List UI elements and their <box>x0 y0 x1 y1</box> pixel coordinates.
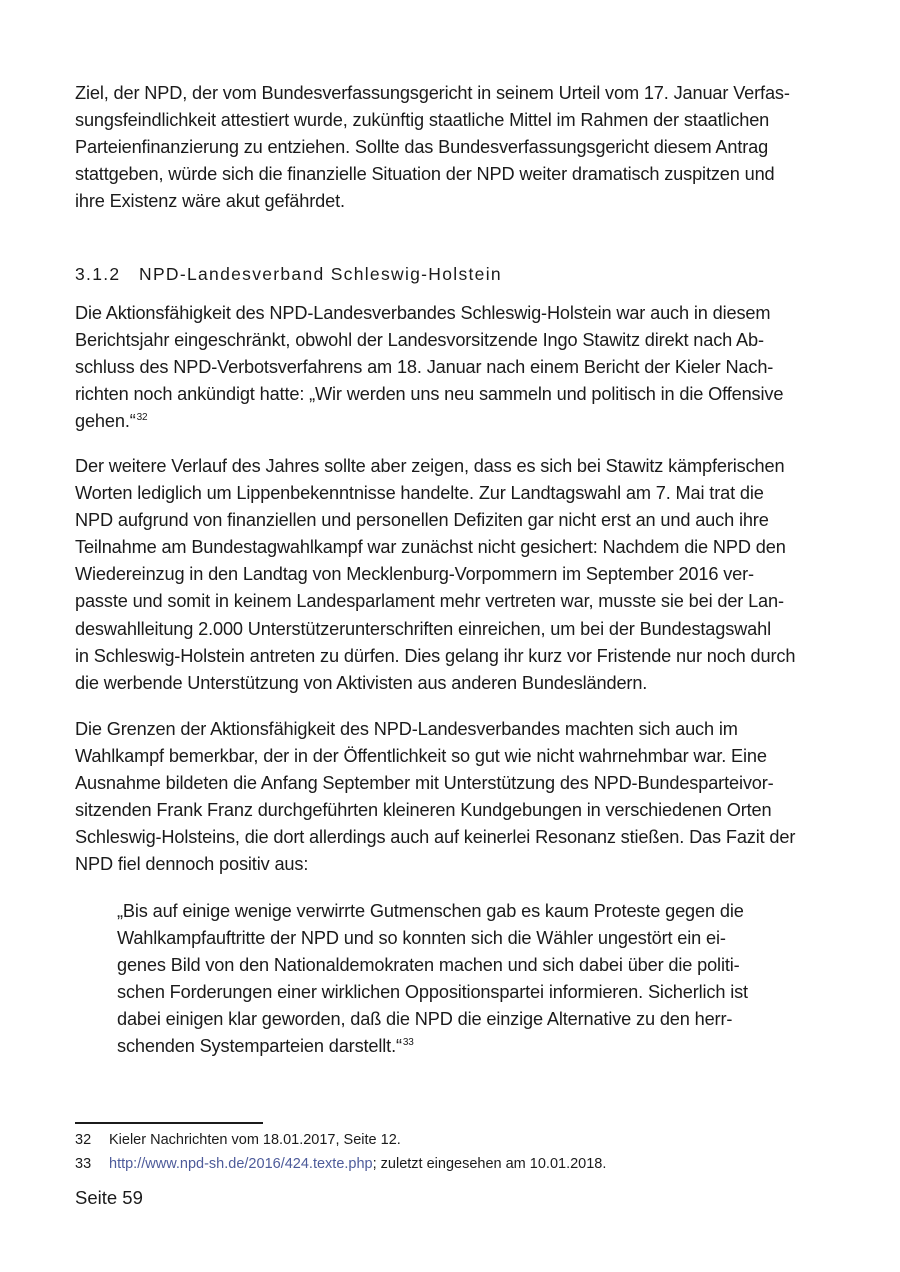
quote-line-content: schenden Systemparteien darstellt.“ <box>117 1036 402 1057</box>
footnote-divider <box>75 1122 263 1124</box>
footnote-number: 32 <box>75 1132 92 1148</box>
text-line: Die Aktionsfähigkeit des NPD-Landesverbandes Schleswig-Holstein war auch in diesem <box>75 303 771 323</box>
paragraph-2 <box>75 300 783 438</box>
footnote-text: Kieler Nachrichten vom 18.01.2017, Seite 12. <box>109 1132 401 1148</box>
paragraph-1 <box>75 80 790 215</box>
text-line: sitzenden Frank Franz durchgeführten kleineren Kundgebungen in verschiedenen Orten <box>75 800 772 821</box>
text-line: Schleswig-Holsteins, die dort allerdings auch auf keinerlei Resonanz stießen. Das Fazit der <box>75 827 796 848</box>
text-line: Ziel, der NPD, der vom Bundesverfassungsgericht in seinem Urteil vom 17. Januar Verfas- <box>75 83 790 103</box>
text-line: Der weitere Verlauf des Jahres sollte aber zeigen, dass es sich bei Stawitz kämpferischen <box>75 456 785 476</box>
text-line-content: gehen.“ <box>75 411 136 432</box>
footnote-link[interactable]: http://www.npd-sh.de/2016/424.texte.php <box>109 1156 373 1172</box>
paragraph-3 <box>75 453 795 697</box>
text-line: Ausnahme bildeten die Anfang September mit Unterstützung des NPD-Bundesparteivor- <box>75 773 774 794</box>
quote-line: schen Forderungen einer wirklichen Oppositionspartei informieren. Sicherlich ist <box>117 982 748 1003</box>
section-heading <box>75 261 502 287</box>
text-line: sungsfeindlichkeit attestiert wurde, zukünftig staatliche Mittel im Rahmen der staatlichen <box>75 110 770 131</box>
footnote-text: ; zuletzt eingesehen am 10.01.2018. <box>372 1156 607 1172</box>
text-line: Berichtsjahr eingeschränkt, obwohl der Landesvorsitzende Ingo Stawitz direkt nach Ab- <box>75 330 764 351</box>
footnote-ref-33[interactable]: 33 <box>402 1037 414 1049</box>
text-line: in Schleswig-Holstein antreten zu dürfen. Dies gelang ihr kurz vor Fristende nur noch durch <box>75 645 796 666</box>
text-line <box>75 408 783 438</box>
text-line: stattgeben, würde sich die finanzielle Situation der NPD weiter dramatisch zuspitzen und <box>75 164 775 185</box>
text-line: Worten lediglich um Lippenbekenntnisse handelte. Zur Landtagswahl am 7. Mai trat die <box>75 483 764 504</box>
text-line: Wahlkampf bemerkbar, der in der Öffentlichkeit so gut wie nicht wahrnehmbar war. Eine <box>75 746 767 767</box>
footnote-32 <box>75 1130 401 1150</box>
quote-line <box>117 1033 748 1063</box>
quote-line: „Bis auf einige wenige verwirrte Gutmenschen gab es kaum Proteste gegen die <box>117 901 744 921</box>
text-line: die werbende Unterstützung von Aktivisten aus anderen Bundesländern. <box>75 672 648 693</box>
quote-line: dabei einigen klar geworden, daß die NPD die einzige Alternative zu den herr- <box>117 1009 733 1030</box>
paragraph-4 <box>75 716 795 879</box>
text-line: Parteienfinanzierung zu entziehen. Sollte das Bundesverfassungsgericht diesem Antrag <box>75 137 769 158</box>
text-line: ihre Existenz wäre akut gefährdet. <box>75 191 345 212</box>
footnote-ref-32[interactable]: 32 <box>136 412 148 424</box>
text-line: schluss des NPD-Verbotsverfahrens am 18. Januar nach einem Bericht der Kieler Nach- <box>75 357 774 378</box>
block-quote <box>117 898 748 1064</box>
section-number: 3.1.2 <box>75 264 121 284</box>
text-line: Wiedereinzug in den Landtag von Mecklenburg-Vorpommern im September 2016 ver- <box>75 564 754 585</box>
text-line: NPD fiel dennoch positiv aus: <box>75 854 309 875</box>
section-title: NPD-Landesverband Schleswig-Holstein <box>139 264 502 284</box>
footnote-number: 33 <box>75 1156 92 1172</box>
text-line: NPD aufgrund von finanziellen und personellen Defiziten gar nicht erst an und auch ihre <box>75 510 769 531</box>
text-line: richten noch ankündigt hatte: „Wir werden uns neu sammeln und politisch in die Offensive <box>75 384 784 405</box>
quote-line: genes Bild von den Nationaldemokraten machen und sich dabei über die politi- <box>117 955 740 976</box>
quote-line: Wahlkampfauftritte der NPD und so konnten sich die Wähler ungestört ein ei- <box>117 928 726 949</box>
page-number: Seite 59 <box>75 1187 143 1208</box>
text-line: deswahlleitung 2.000 Unterstützerunterschriften einreichen, um bei der Bundestagswahl <box>75 618 771 639</box>
text-line: passte und somit in keinem Landesparlament mehr vertreten war, musste sie bei der Lan- <box>75 591 784 612</box>
text-line: Die Grenzen der Aktionsfähigkeit des NPD-Landesverbandes machten sich auch im <box>75 719 738 739</box>
footnote-33 <box>75 1154 606 1174</box>
text-line: Teilnahme am Bundestagwahlkampf war zunächst nicht gesichert: Nachdem die NPD den <box>75 537 786 558</box>
